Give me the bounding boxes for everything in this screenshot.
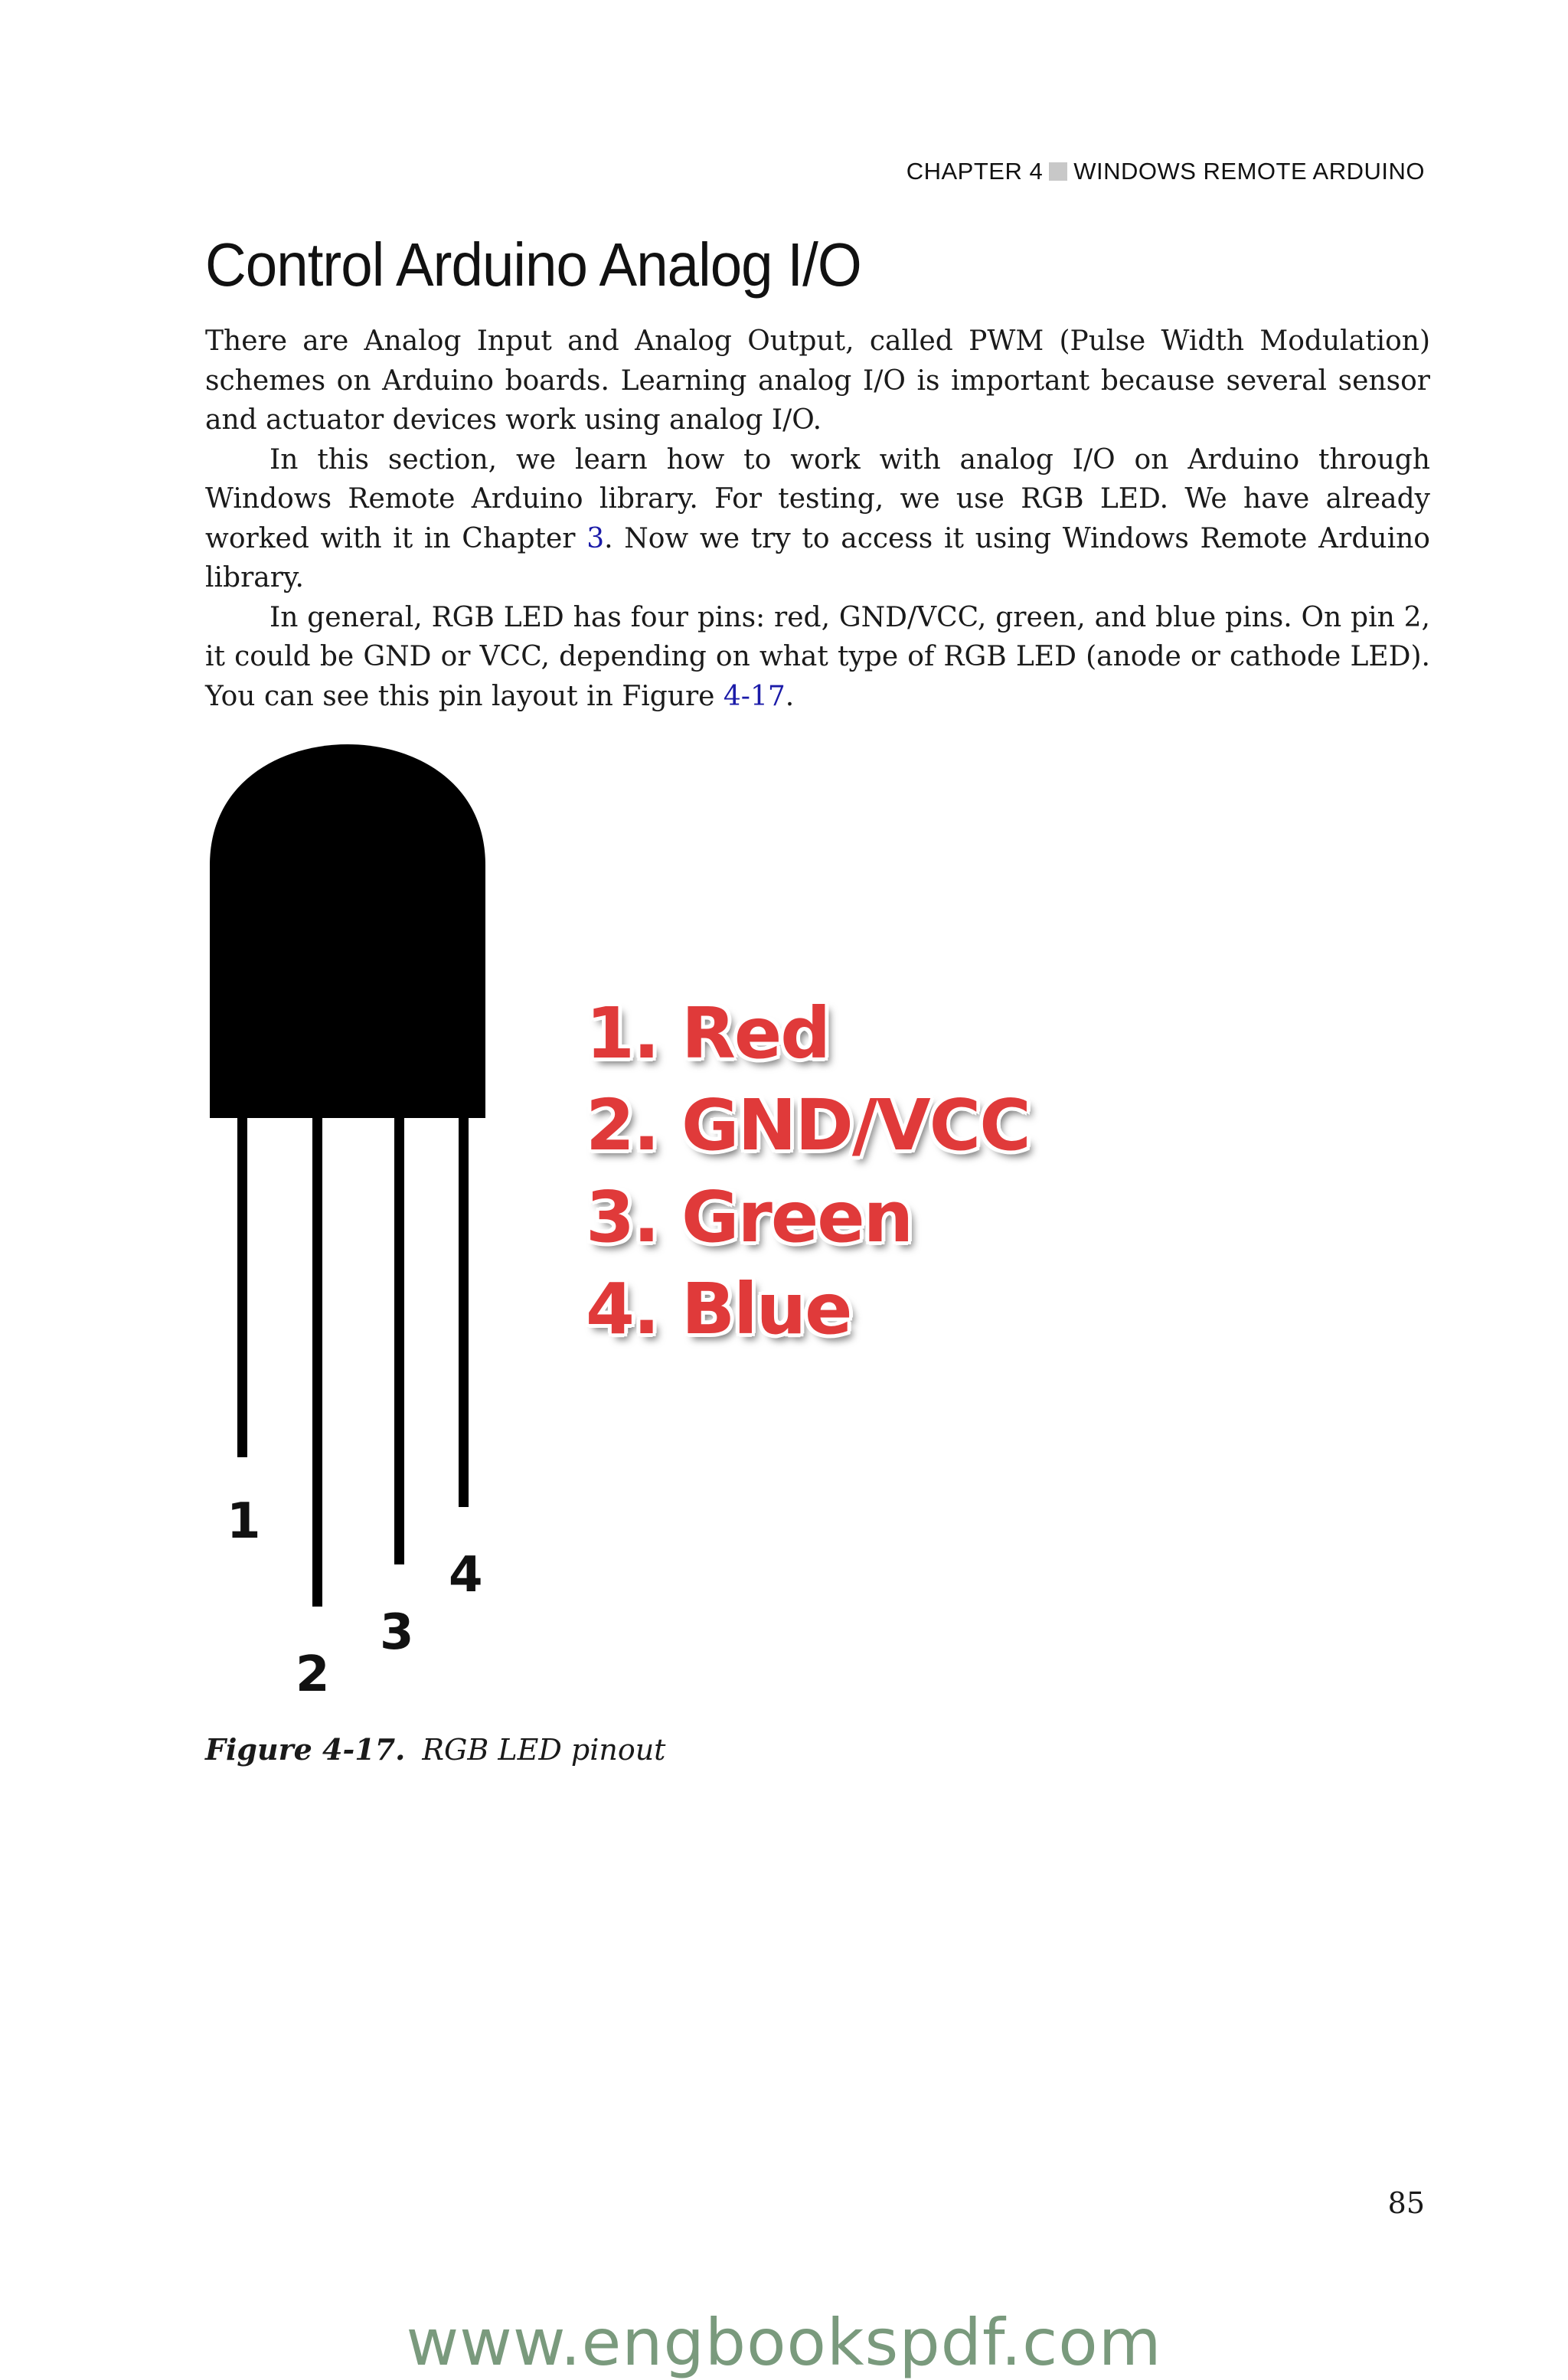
body-text [205,322,1430,716]
page-number: 85 [1387,2186,1425,2220]
pin-label-red: 1. Red [586,992,830,1074]
watermark-url: www.engbookspdf.com [406,2305,1162,2380]
figure-4-17-link[interactable]: 4-17 [723,680,786,712]
separator-square-icon [1049,162,1067,181]
pin-label-list [586,988,1030,1355]
paragraph-3 [205,598,1430,717]
running-head [906,158,1425,185]
paragraph-2-text: In this section, we learn how to work with analog I/O on Arduino through Windows Remote Arduino library. For testing, we use RGB LED. We have already worked with it in Chapter [205,443,1430,554]
paragraph-3-text: In general, RGB LED has four pins: red, GND/VCC, green, and blue pins. On pin 2, it could be GND or VCC, depending on what type of RGB LED (anode or cathode LED). You can see this pin layout in Figure [205,601,1430,712]
paragraph-2-text-end: . Now we try to access it using Windows Remote Arduino library. [205,522,1430,593]
chapter-label: CHAPTER 4 [906,158,1044,185]
pin-number-4: 4 [449,1547,483,1604]
pin-label-blue: 4. Blue [586,1268,851,1350]
chapter-3-link[interactable]: 3 [586,522,605,554]
caption-text: RGB LED pinout [422,1733,666,1767]
pin-label-gnd-vcc: 2. GND/VCC [586,1084,1030,1166]
paragraph-2 [205,440,1430,598]
led-pin-4-lead [459,1116,469,1507]
chapter-title: WINDOWS REMOTE ARDUINO [1073,158,1425,185]
paragraph-1: There are Analog Input and Analog Output, called PWM (Pulse Width Modulation) schemes on Arduino boards. Learning analog I/O is important because several sensor and actuator devices work using analog I/O. [205,325,1430,436]
led-pin-1-lead [237,1116,247,1457]
pin-label-green: 3. Green [586,1176,913,1258]
led-body [210,744,485,1118]
led-pin-2-lead [312,1116,322,1607]
pin-number-3: 3 [380,1604,414,1661]
section-title: Control Arduino Analog I/O [205,230,861,299]
figure-caption [205,1732,665,1767]
pin-number-1: 1 [227,1493,261,1550]
pin-number-2: 2 [296,1646,330,1703]
paragraph-3-text-end: . [785,680,795,712]
led-pin-3-lead [394,1116,404,1564]
caption-label: Figure 4-17. [205,1732,406,1767]
